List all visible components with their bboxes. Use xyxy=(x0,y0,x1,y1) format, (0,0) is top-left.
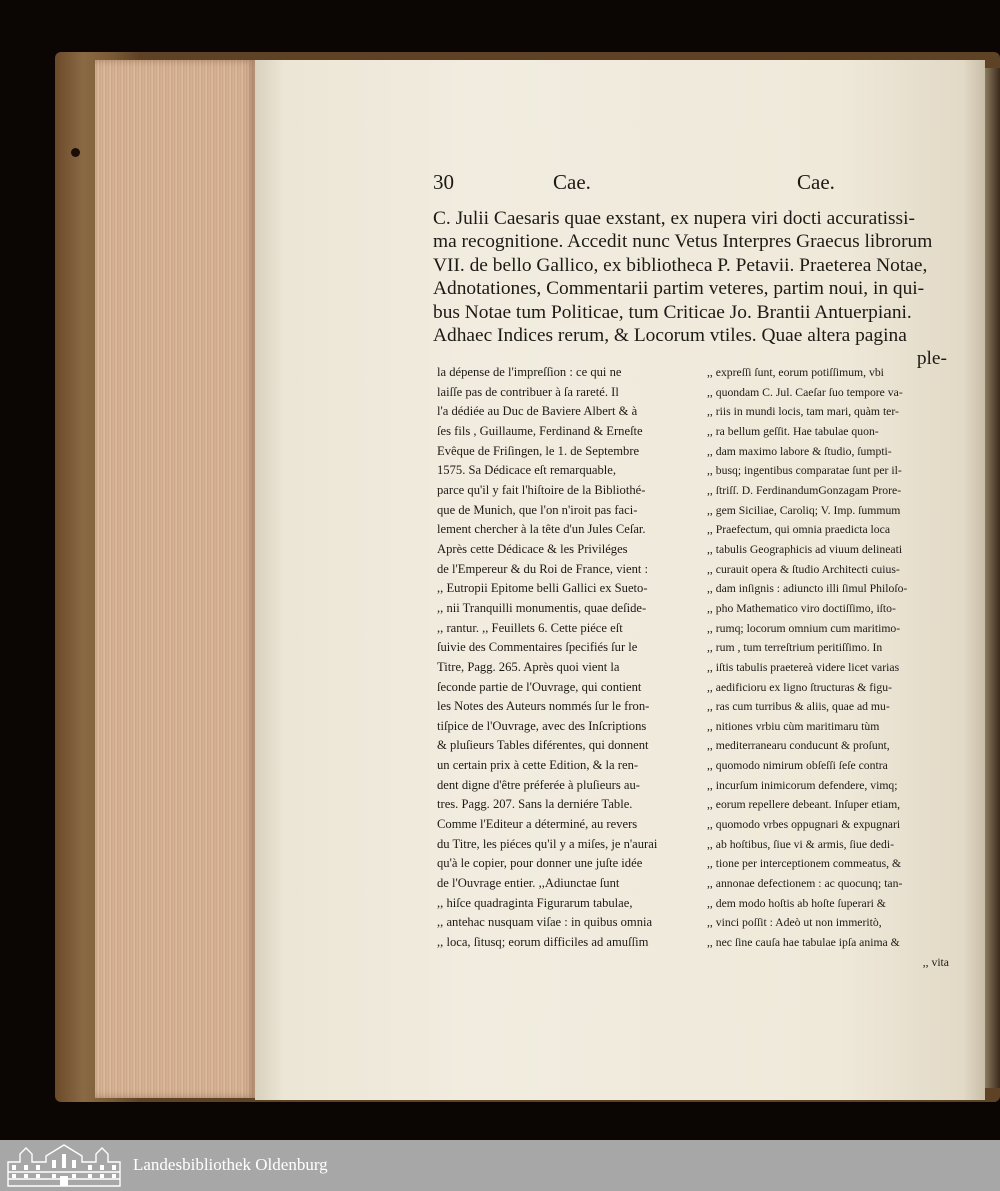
right-column-text xyxy=(707,363,949,972)
right-column-line: ,, ra bellum geſſit. Hae tabulae quon- xyxy=(707,424,879,438)
left-column-line: ſes fils , Guillaume, Ferdinand & Erneſte xyxy=(437,423,643,438)
right-column-line: ,, dam inſignis : adiuncto illi ſimul Philoſo- xyxy=(707,582,908,596)
left-column-line: Comme l'Editeur a déterminé, au revers xyxy=(437,817,638,832)
right-column-line: ,, rumq; locorum omnium cum maritimo- xyxy=(707,621,901,635)
right-column-line: ,, expreſſi ſunt, eorum potiſſimum, vbi xyxy=(707,366,884,379)
title-text-line: Adhaec Indices rerum, & Locorum vtiles. Quae altera pagina xyxy=(433,325,907,347)
left-column-line: que de Munich, que l'on n'iroit pas faci- xyxy=(437,502,638,517)
left-column-line: ,, loca, ſitusq; eorum difficiles ad amuſſim xyxy=(437,935,649,950)
title-text-line: ma recognitione. Accedit nunc Vetus Interpres Graecus librorum xyxy=(433,231,933,253)
title-text-line: Adnotationes, Commentarii partim veteres, partim noui, in qui- xyxy=(433,278,925,300)
left-column-line: ,, antehac nusquam viſae : in quibus omnia xyxy=(437,915,653,930)
left-column-line: un certain prix à cette Edition, & la ren- xyxy=(437,758,639,773)
right-column-line: ,, vita xyxy=(922,955,949,969)
left-column-line: ,, Eutropii Epitome belli Gallici ex Sueto- xyxy=(437,581,648,596)
left-column-text xyxy=(437,363,693,953)
right-column-line: ,, nec ſine cauſa hae tabulae ipſa anima & xyxy=(707,936,900,950)
left-column-line: ſeconde partie de l'Ouvrage, qui contient xyxy=(437,679,642,694)
page-number: 30 xyxy=(433,170,454,194)
left-column-line: ,, hiſce quadraginta Figurarum tabulae, xyxy=(437,895,633,910)
right-column-line: ,, dam maximo labore & ſtudio, ſumpti- xyxy=(707,444,892,458)
left-column-line: dent digne d'être préferée à pluſieurs au- xyxy=(437,777,640,792)
left-column-line: de l'Empereur & du Roi de France, vient : xyxy=(437,561,649,576)
left-column-line: Après cette Dédicace & les Priviléges xyxy=(437,541,628,556)
library-name: Landesbibliothek Oldenburg xyxy=(133,1155,328,1174)
right-column-line: ,, rum , tum terreſtrium peritiſſimo. In xyxy=(707,641,883,655)
facing-page-edge xyxy=(985,68,1000,1088)
right-column-line: ,, tione per interceptionem commeatus, & xyxy=(707,857,902,871)
title-text-line: VII. de bello Gallico, ex bibliotheca P. Petavii. Praeterea Notae, xyxy=(433,254,928,276)
library-footer-bar xyxy=(0,1140,1000,1191)
right-column-line: ,, busq; ingentibus comparatae ſunt per il- xyxy=(707,464,902,478)
left-column-line: tres. Pagg. 207. Sans la derniére Table. xyxy=(437,797,633,812)
left-column-line: l'a dédiée au Duc de Baviere Albert & à xyxy=(437,404,638,419)
right-column-line: ,, pho Mathematico viro doctiſſimo, iſto- xyxy=(707,601,896,615)
right-column-line: ,, dem modo hoſtis ab hoſte ſuperari & xyxy=(707,896,886,910)
left-column-line: ,, rantur. ,, Feuillets 6. Cette piéce eſt xyxy=(437,620,623,635)
left-column-line: de l'Ouvrage entier. ,,Adiunctae ſunt xyxy=(437,876,620,891)
right-column-line: ,, gem Siciliae, Caroliq; V. Imp. ſummum xyxy=(707,503,901,517)
right-column-line: ,, nitiones vrbiu cùm maritimaru tùm xyxy=(707,719,880,733)
right-column-line: ,, ſtriſſ. D. FerdinandumGonzagam Prore- xyxy=(707,483,902,497)
left-column-line: tiſpice de l'Ouvrage, avec des Inſcriptions xyxy=(437,718,647,733)
right-column-line: ,, quondam C. Jul. Caeſar ſuo tempore va- xyxy=(707,385,903,399)
page-block-edge xyxy=(95,60,255,1098)
right-column-line: ,, aedificioru ex ligno ſtructuras & figu- xyxy=(707,680,892,694)
right-column-line: ,, annonae defectionem : ac quocunq; tan- xyxy=(707,877,903,891)
running-head-left: Cae. xyxy=(553,170,591,194)
left-column-line: du Titre, les piéces qu'il y a miſes, je n'aurai xyxy=(437,836,658,851)
right-column-line: ,, riis in mundi locis, tam mari, quàm ter- xyxy=(707,405,899,419)
title-text-line: ple- xyxy=(916,348,947,370)
right-column-line: ,, curauit opera & ſtudio Architecti cuius- xyxy=(707,562,900,576)
left-column-line: qu'à le copier, pour donner une juſte idée xyxy=(437,856,643,871)
library-building-logo-icon xyxy=(6,1142,122,1189)
left-column-line: 1575. Sa Dédicace eſt remarquable, xyxy=(437,463,617,478)
right-column-line: ,, quomodo nimirum obſeſſi ſeſe contra xyxy=(707,759,888,773)
left-column-line: ſuivie des Commentaires ſpecifiés ſur le xyxy=(437,640,638,655)
cover-hole xyxy=(71,148,80,157)
right-column-line: ,, tabulis Geographicis ad viuum delineati xyxy=(707,542,903,556)
left-column-line: parce qu'il y fait l'hiſtoire de la Bibliothé- xyxy=(437,482,646,497)
right-column-line: ,, vinci poſſit : Adeò ut non immeritò, xyxy=(707,916,882,930)
left-column-line: ,, nii Tranquilli monumentis, quae deſide- xyxy=(437,600,647,615)
running-head-right: Cae. xyxy=(797,170,835,194)
right-column-line: ,, mediterranearu conducunt & proſunt, xyxy=(707,739,890,753)
right-column-line: ,, ab hoſtibus, ſiue vi & armis, ſiue dedi- xyxy=(707,837,894,851)
title-text-line: bus Notae tum Politicae, tum Criticae Jo. Brantii Antuerpiani. xyxy=(433,301,912,323)
right-column-line: ,, eorum repellere debeant. Inſuper etiam, xyxy=(707,798,901,812)
left-column-line: Evêque de Friſingen, le 1. de Septembre xyxy=(437,443,640,458)
left-column-line: lement chercher à la tête d'un Jules Ceſar. xyxy=(437,522,646,537)
right-column-line: ,, ras cum turribus & aliis, quae ad mu- xyxy=(707,700,890,714)
left-column-line: les Notes des Auteurs nommés ſur le fron- xyxy=(437,699,650,714)
right-column-line: ,, incurſum inimicorum defendere, vimq; xyxy=(707,778,898,792)
left-column-line: la dépense de l'impreſſion : ce qui ne xyxy=(437,365,622,379)
left-column-line: & pluſieurs Tables diférentes, qui donnent xyxy=(437,738,649,753)
left-column-line: Titre, Pagg. 265. Après quoi vient la xyxy=(437,659,620,674)
right-column-line: ,, iſtis tabulis praetereà videre licet varias xyxy=(707,660,900,674)
right-column-line: ,, quomodo vrbes oppugnari & expugnari xyxy=(707,818,901,832)
entry-title-paragraph xyxy=(433,207,947,371)
right-column-line: ,, Praefectum, qui omnia praedicta loca xyxy=(707,523,891,537)
title-text-line: C. Julii Caesaris quae exstant, ex nupera viri docti accuratissi- xyxy=(433,208,915,229)
left-column-line: laiſſe pas de contribuer à ſa rareté. Il xyxy=(437,384,619,399)
